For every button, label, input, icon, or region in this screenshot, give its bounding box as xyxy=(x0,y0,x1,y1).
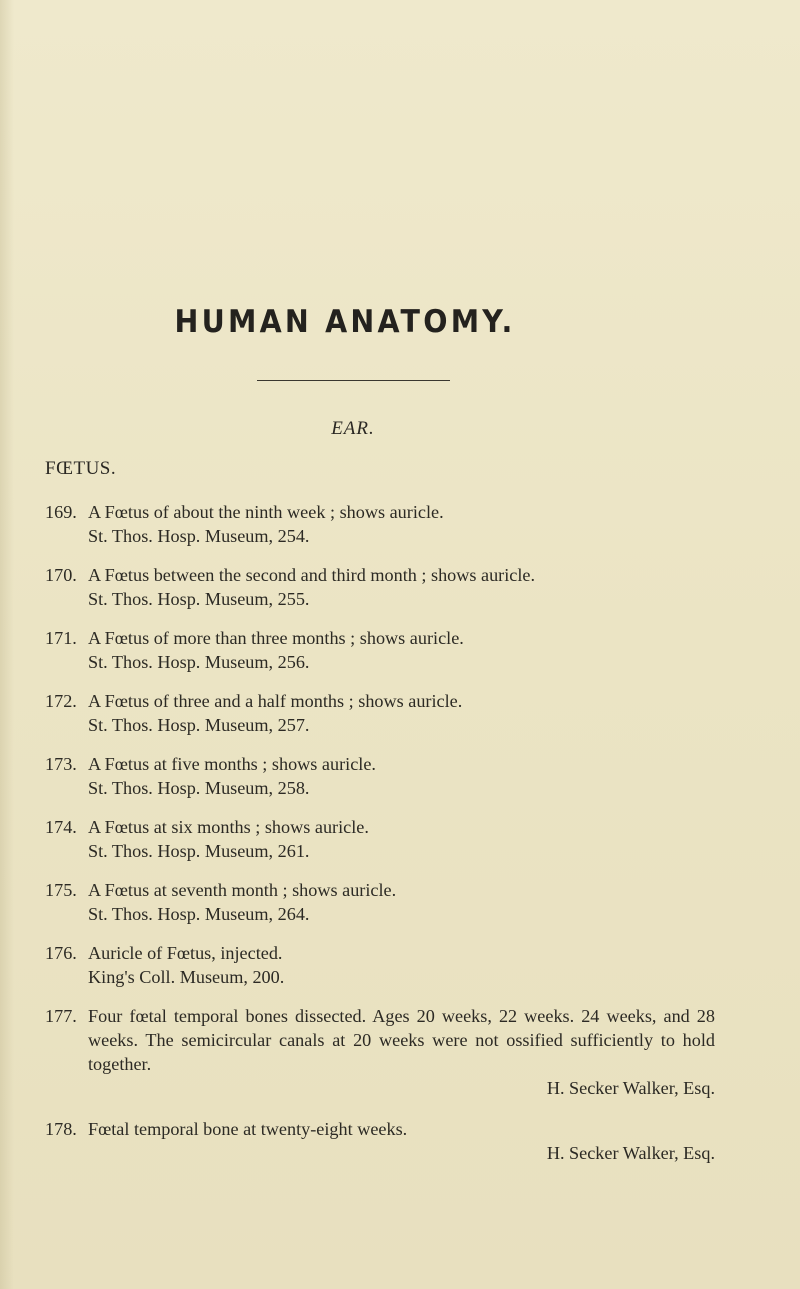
entry-source: St. Thos. Hosp. Museum, 258. xyxy=(88,778,310,798)
entry-source: St. Thos. Hosp. Museum, 261. xyxy=(88,841,310,861)
catalogue-entry xyxy=(45,689,715,737)
entry-description: A Fœtus at five months ; shows auricle. xyxy=(88,754,376,774)
entry-source: St. Thos. Hosp. Museum, 257. xyxy=(88,715,310,735)
catalogue-entry xyxy=(45,626,715,674)
entry-number: 170. xyxy=(45,565,77,585)
entry-source: St. Thos. Hosp. Museum, 254. xyxy=(88,526,310,546)
entry-number: 174. xyxy=(45,817,77,837)
entry-description: A Fœtus of three and a half months ; shows auricle. xyxy=(88,691,463,711)
entry-number: 175. xyxy=(45,880,77,900)
entry-number: 178. xyxy=(45,1119,77,1139)
catalogue-entry xyxy=(45,1117,715,1165)
entry-source: St. Thos. Hosp. Museum, 255. xyxy=(88,589,310,609)
entry-description: A Fœtus between the second and third month ; shows auricle. xyxy=(88,565,536,585)
entry-description: A Fœtus of about the ninth week ; shows auricle. xyxy=(88,502,444,522)
entry-description: Fœtal temporal bone at twenty-eight weeks. xyxy=(88,1119,408,1139)
catalogue-entry xyxy=(45,563,715,611)
catalogue-entry xyxy=(45,752,715,800)
page-edge-shadow xyxy=(0,0,14,1289)
entry-source: King's Coll. Museum, 200. xyxy=(88,967,285,987)
entry-source: H. Secker Walker, Esq. xyxy=(546,1078,715,1098)
entry-number: 172. xyxy=(45,691,77,711)
catalogue-entry xyxy=(45,941,715,989)
entry-description: A Fœtus at seventh month ; shows auricle. xyxy=(88,880,397,900)
entry-number: 176. xyxy=(45,943,77,963)
section-title: EAR. xyxy=(331,418,375,439)
page-title: HUMAN ANATOMY. xyxy=(174,304,516,340)
catalogue-entry xyxy=(45,878,715,926)
entry-number: 169. xyxy=(45,502,77,522)
entry-number: 177. xyxy=(45,1006,77,1026)
entry-description: A Fœtus of more than three months ; shows auricle. xyxy=(88,628,464,648)
entry-source: H. Secker Walker, Esq. xyxy=(546,1143,715,1163)
entry-source: St. Thos. Hosp. Museum, 256. xyxy=(88,652,310,672)
entry-source: St. Thos. Hosp. Museum, 264. xyxy=(88,904,310,924)
entry-description: Four fœtal temporal bones dissected. Ages 20 weeks, 22 weeks. 24 weeks, and 28 weeks. The semicircular canals at 20 weeks were not ossified sufficiently to hold together. xyxy=(88,1006,715,1074)
catalogue-entry xyxy=(45,815,715,863)
entry-description: Auricle of Fœtus, injected. xyxy=(88,943,283,963)
entry-number: 171. xyxy=(45,628,77,648)
entry-description: A Fœtus at six months ; shows auricle. xyxy=(88,817,369,837)
catalogue-entry xyxy=(45,500,715,548)
subsection-title: FŒTUS. xyxy=(45,458,117,479)
title-divider xyxy=(257,380,450,381)
entry-number: 173. xyxy=(45,754,77,774)
catalogue-entry xyxy=(45,1004,715,1100)
